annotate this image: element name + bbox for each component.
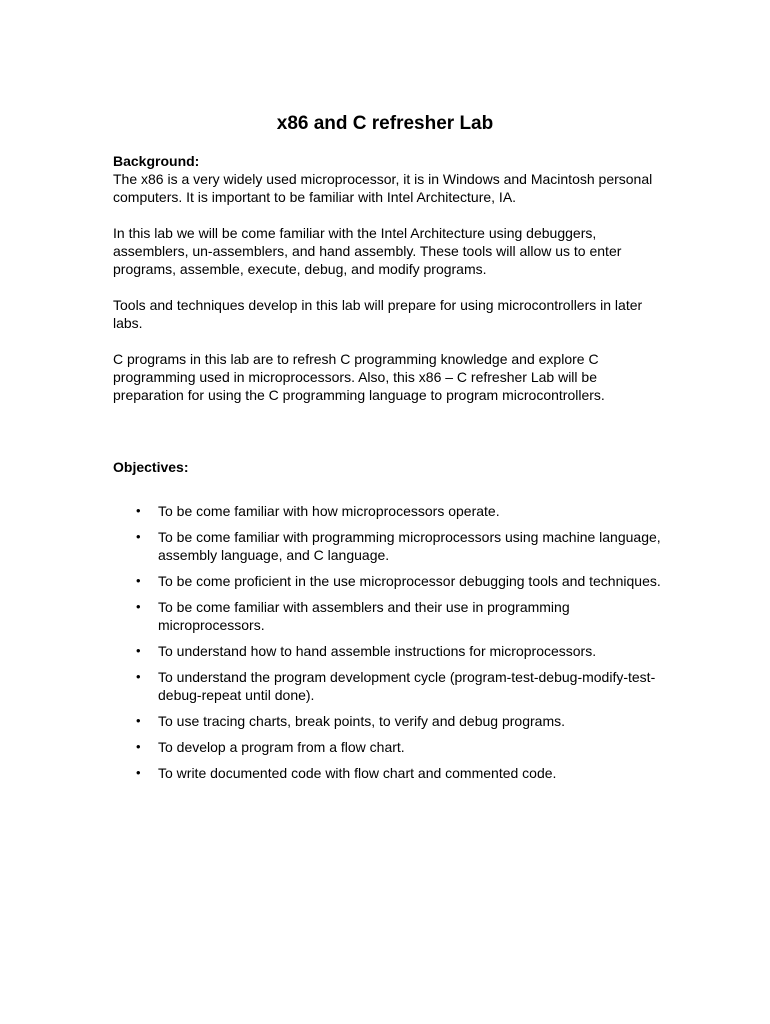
background-paragraph-4: C programs in this lab are to refresh C programming knowledge and explore C programming used in microprocessors. Also, this x86 – C refresher Lab will be preparation for using the C programming language to program microcontrollers. <box>113 351 605 403</box>
objectives-heading: Objectives: <box>113 459 189 475</box>
objective-text: To develop a program from a flow chart. <box>158 739 405 755</box>
list-item <box>113 668 663 704</box>
list-item <box>113 502 663 520</box>
objective-text: To be come proficient in the use microprocessor debugging tools and techniques. <box>158 573 661 589</box>
bullet-icon: • <box>136 529 141 544</box>
list-item <box>113 712 663 730</box>
objective-text: To be come familiar with how microprocessors operate. <box>158 503 500 519</box>
bullet-icon: • <box>136 599 141 614</box>
background-heading: Background: <box>113 153 200 169</box>
bullet-icon: • <box>136 503 141 518</box>
list-item <box>113 764 663 782</box>
document-body <box>113 152 663 790</box>
background-paragraph-2: In this lab we will be come familiar with the Intel Architecture using debuggers, assemblers, un-assemblers, and hand assembly. These tools will allow us to enter programs, assemble, execute, debug, and modify programs. <box>113 225 622 277</box>
background-paragraph-3: Tools and techniques develop in this lab will prepare for using microcontrollers in later labs. <box>113 297 643 331</box>
bullet-icon: • <box>136 643 141 658</box>
objective-text: To be come familiar with programming microprocessors using machine language, assembly language, and C language. <box>158 529 661 563</box>
objectives-section <box>113 458 663 782</box>
objective-text: To be come familiar with assemblers and their use in programming microprocessors. <box>158 599 570 633</box>
objective-text: To understand how to hand assemble instructions for microprocessors. <box>158 643 597 659</box>
objective-text: To understand the program development cycle (program-test-debug-modify-test-debug-repeat until done). <box>158 669 656 703</box>
bullet-icon: • <box>136 669 141 684</box>
list-item <box>113 642 663 660</box>
list-item <box>113 572 663 590</box>
bullet-icon: • <box>136 765 141 780</box>
list-item <box>113 598 663 634</box>
list-item <box>113 738 663 756</box>
bullet-icon: • <box>136 713 141 728</box>
bullet-icon: • <box>136 739 141 754</box>
background-section <box>113 152 663 404</box>
bullet-icon: • <box>136 573 141 588</box>
list-item <box>113 528 663 564</box>
background-paragraph-1: The x86 is a very widely used microprocessor, it is in Windows and Macintosh personal computers. It is important to be familiar with Intel Architecture, IA. <box>113 171 653 205</box>
objectives-list <box>113 502 663 782</box>
objective-text: To write documented code with flow chart and commented code. <box>158 765 557 781</box>
objective-text: To use tracing charts, break points, to verify and debug programs. <box>158 713 565 729</box>
document-title: x86 and C refresher Lab <box>276 113 494 134</box>
